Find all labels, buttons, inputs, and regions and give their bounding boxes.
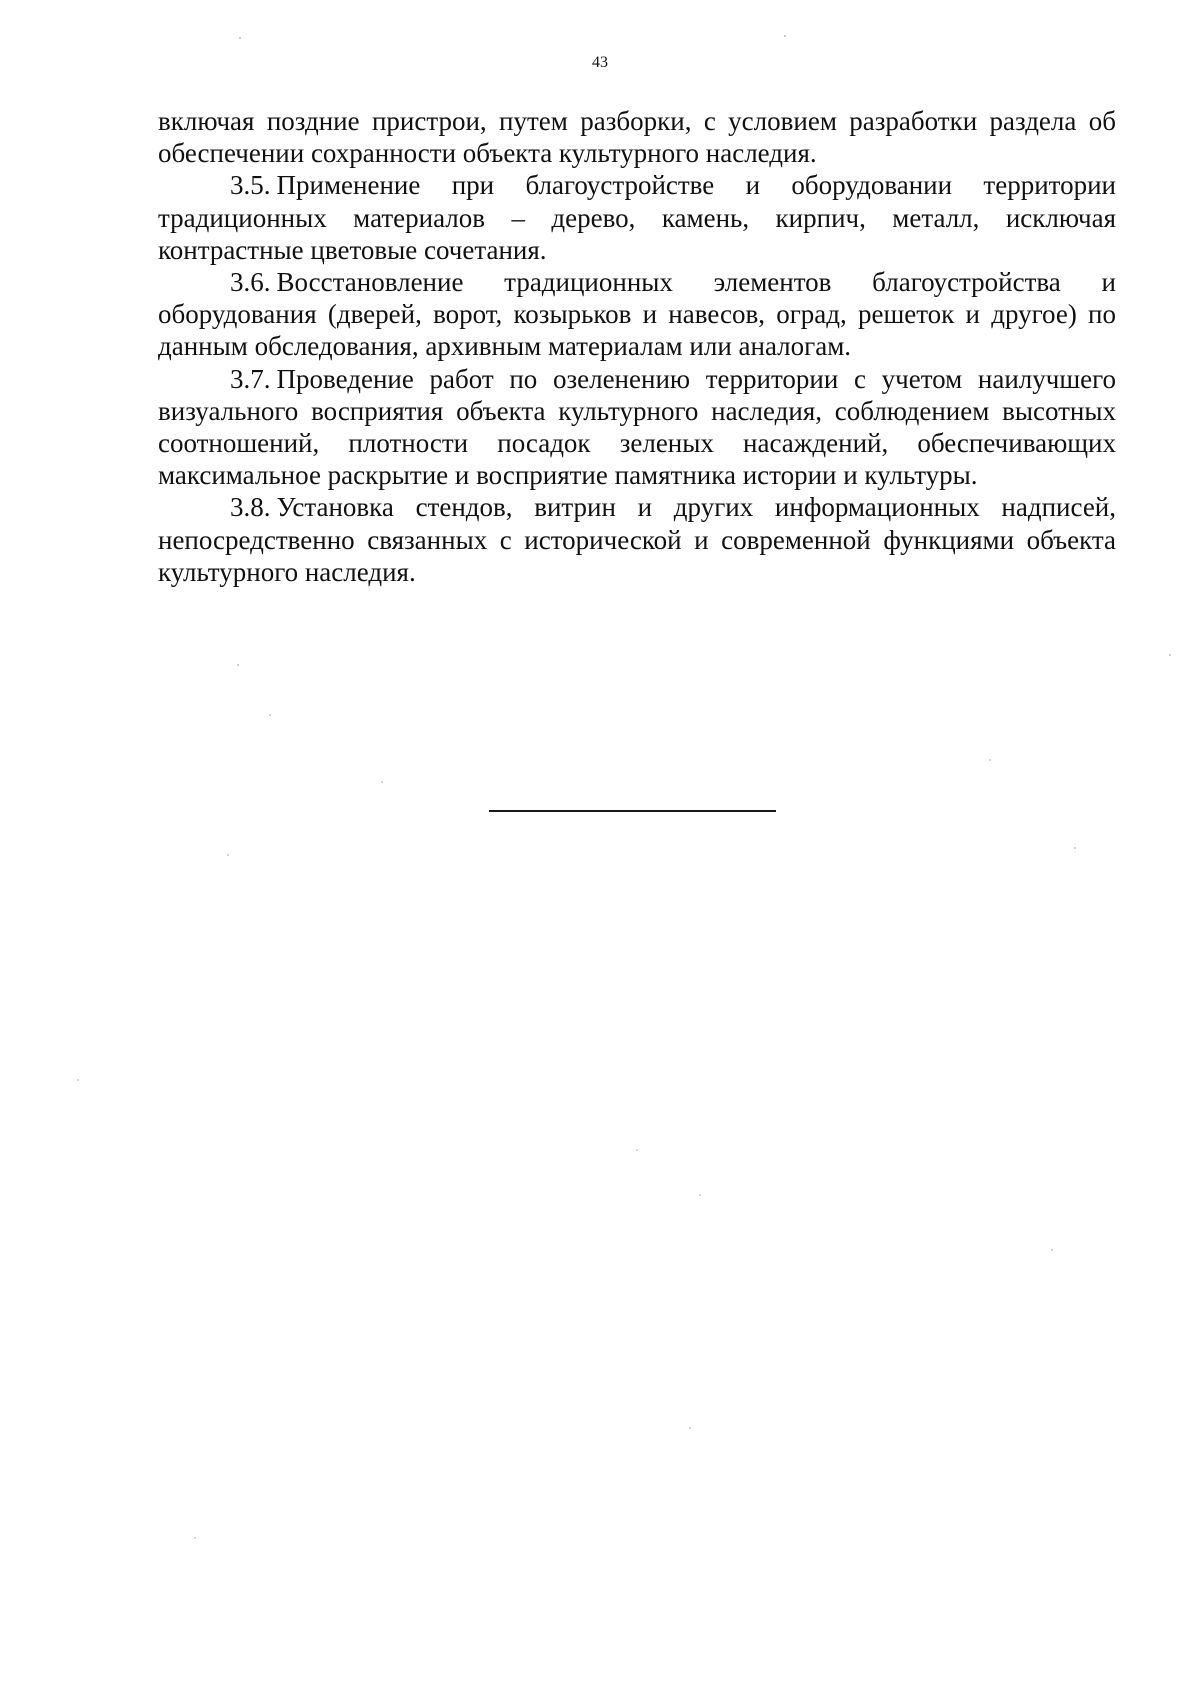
paragraph-number: 3.7. [230, 363, 271, 394]
paragraph-3-5 [158, 169, 1116, 266]
paragraph-number: 3.8. [230, 492, 271, 523]
paragraph-3-8 [158, 491, 1116, 588]
paragraph-number: 3.6. [230, 267, 271, 298]
paragraph-3-6 [158, 266, 1116, 363]
paragraph-number: 3.5. [230, 170, 271, 201]
end-of-text-rule [489, 810, 776, 812]
paragraph-3-7 [158, 363, 1116, 492]
paragraph-text: Установка стендов, витрин и других информационных надписей, непосредственно связанных с исторической и современной функциями объекта культурного наследия. [158, 492, 1116, 587]
paragraph-text: Восстановление традиционных элементов благоустройства и оборудования (дверей, ворот, козырьков и навесов, оград, решеток и другое) по данным обследования, архивным материалам или аналогам. [158, 267, 1116, 362]
paragraph-text: Проведение работ по озеленению территории с учетом наилучшего визуального восприятия объекта культурного наследия, соблюдением высотных соотношений, плотности посадок зеленых насаждений, обеспечивающих максимальное раскрытие и восприятие памятника истории и культуры. [158, 363, 1116, 491]
paragraph-text: Применение при благоустройстве и оборудовании территории традиционных материалов – дерево, камень, кирпич, металл, исключая контрастные цветовые сочетания. [158, 170, 1116, 265]
paragraph-continuation [158, 105, 1116, 169]
paragraph-text: включая поздние пристрои, путем разборки, с условием разработки раздела об обеспечении сохранности объекта культурного наследия. [158, 106, 1116, 169]
page-number: 43 [592, 54, 608, 71]
body-text [158, 105, 1116, 588]
